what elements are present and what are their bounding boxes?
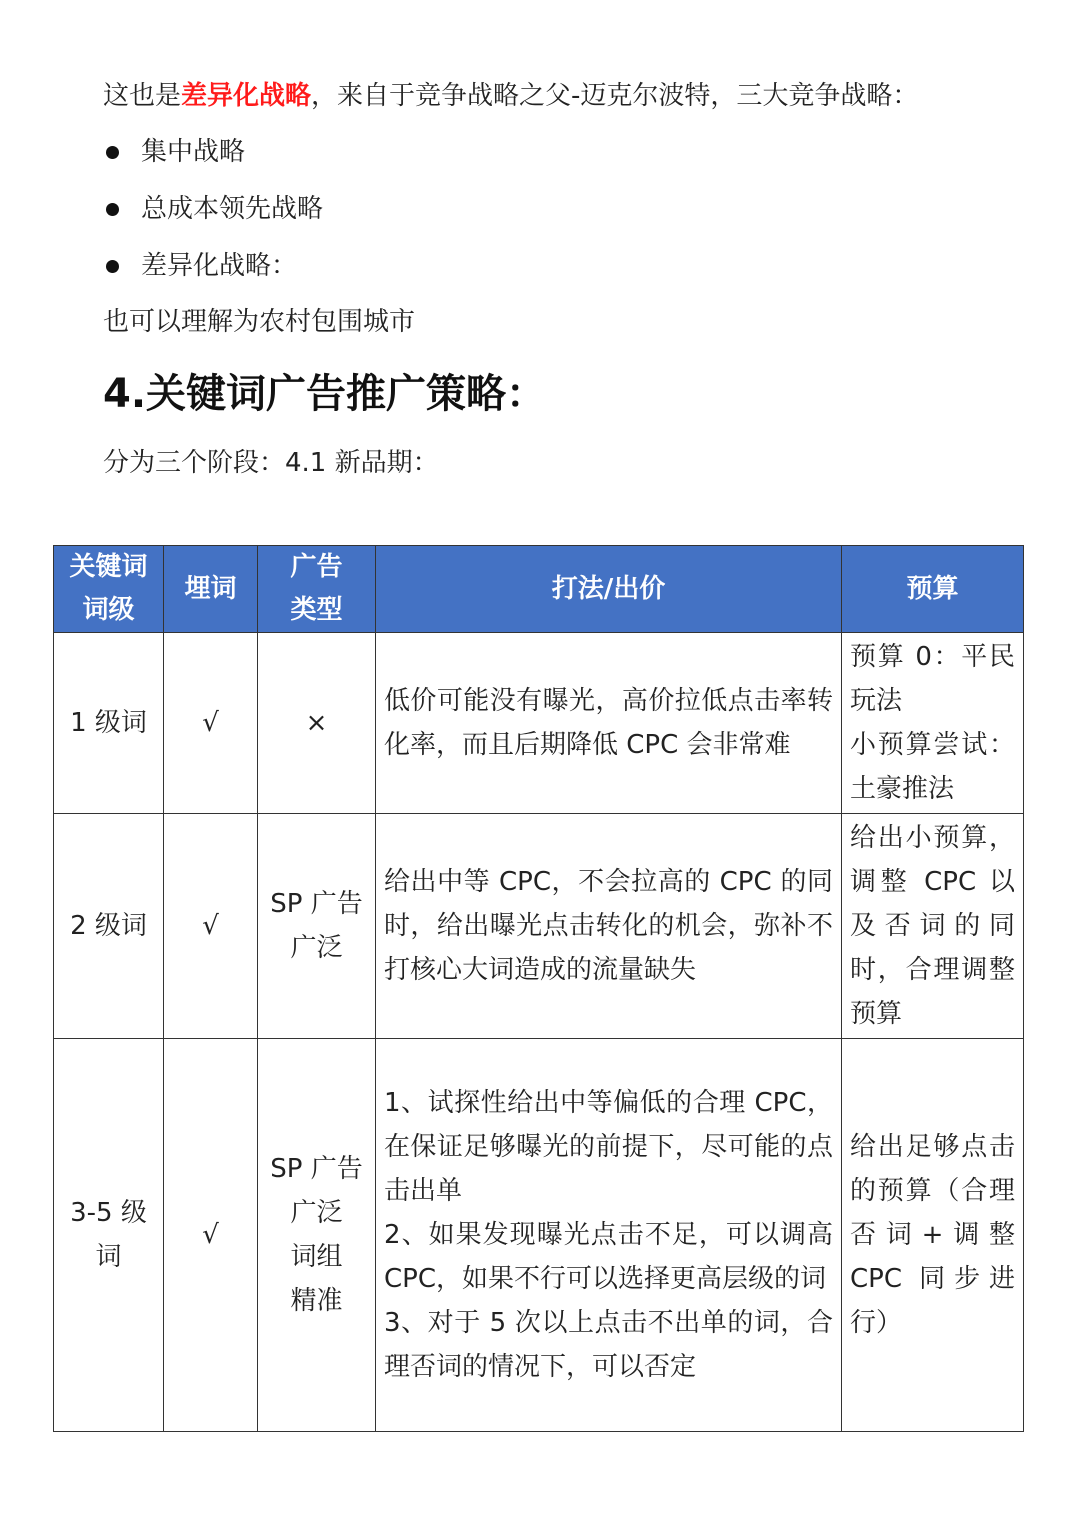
cell-budget: 给出小预算，调整 CPC 以及否词的同时，合理调整预算	[842, 814, 1024, 1039]
section-heading: 4.关键词广告推广策略：	[103, 371, 547, 417]
strategy-list	[103, 130, 323, 301]
header-adtype: 广告 类型	[258, 546, 376, 633]
bullet-dot-icon	[106, 146, 119, 159]
list-item	[103, 187, 323, 244]
list-item-label: 总成本领先战略	[141, 194, 324, 224]
table-row	[54, 814, 1024, 1039]
list-item	[103, 244, 323, 301]
header-play: 打法/出价	[376, 546, 842, 633]
table-header-row	[54, 546, 1024, 633]
intro-line	[103, 74, 918, 118]
table-row	[54, 1039, 1024, 1432]
subheading-text: 分为三个阶段：4.1 新品期：	[103, 448, 439, 478]
cell-level: 2 级词	[54, 814, 164, 1039]
cell-play: 低价可能没有曝光，高价拉低点击率转化率，而且后期降低 CPC 会非常难	[376, 633, 842, 814]
cell-level: 1 级词	[54, 633, 164, 814]
header-bury: 埋词	[164, 546, 258, 633]
bullet-dot-icon	[106, 203, 119, 216]
intro-prefix: 这也是	[103, 81, 182, 111]
list-item	[103, 130, 323, 187]
cell-adtype: SP 广告 广泛	[258, 814, 376, 1039]
header-level: 关键词 词级	[54, 546, 164, 633]
list-item-label: 差异化战略：	[141, 251, 298, 281]
cell-adtype: ×	[258, 633, 376, 814]
list-item-label: 集中战略	[141, 137, 246, 167]
intro-suffix: ，来自于竞争战略之父-迈克尔波特，三大竞争战略：	[311, 81, 919, 111]
cell-play: 1、试探性给出中等偏低的合理 CPC，在保证足够曝光的前提下，尽可能的点击出单 2、如果发现曝光点击不足，可以调高 CPC，如果不行可以选择更高层级的词 3、对于 5 次以上点击不出单的词，合理否词的情况下，可以否定	[376, 1039, 842, 1432]
note-text: 也可以理解为农村包围城市	[103, 307, 416, 337]
cell-adtype: SP 广告 广泛 词组 精准	[258, 1039, 376, 1432]
cell-budget: 预算 0：平民玩法 小预算尝试：土豪推法	[842, 633, 1024, 814]
keyword-strategy-table	[53, 545, 1024, 1432]
table-row	[54, 633, 1024, 814]
cell-bury: √	[164, 814, 258, 1039]
cell-bury: √	[164, 1039, 258, 1432]
cell-play: 给出中等 CPC，不会拉高的 CPC 的同时，给出曝光点击转化的机会，弥补不打核心大词造成的流量缺失	[376, 814, 842, 1039]
bullet-dot-icon	[106, 260, 119, 273]
intro-highlight: 差异化战略	[181, 81, 312, 111]
cell-budget: 给出足够点击的预算（合理否词+调整 CPC 同步进行）	[842, 1039, 1024, 1432]
header-budget: 预算	[842, 546, 1024, 633]
cell-level: 3-5 级 词	[54, 1039, 164, 1432]
cell-bury: √	[164, 633, 258, 814]
